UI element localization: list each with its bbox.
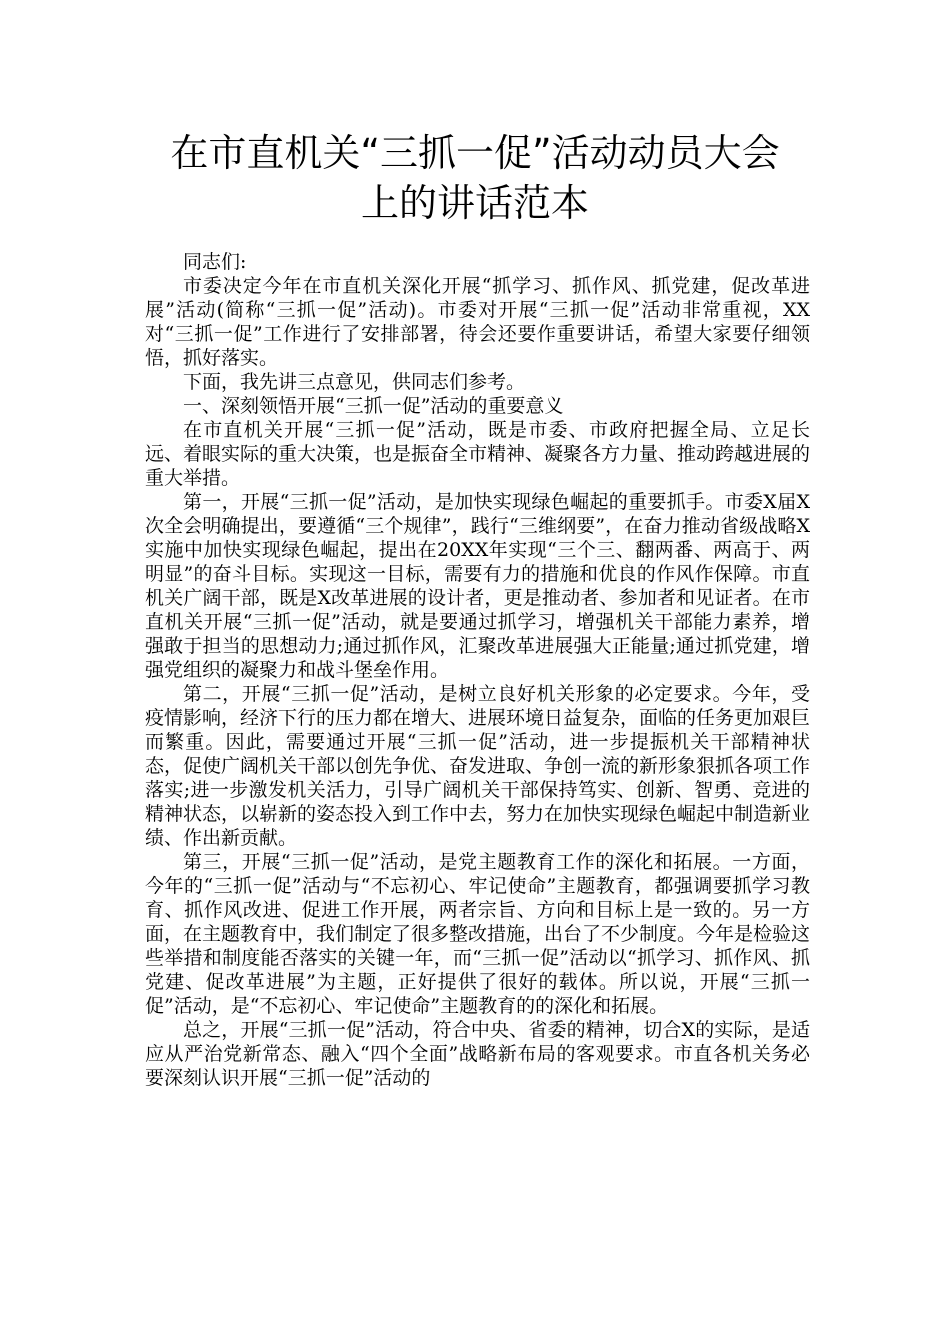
document-title — [120, 128, 830, 228]
paragraph-second-point: 第二，开展“三抓一促”活动，是树立良好机关形象的必定要求。今年，受疫情影响，经济下行的压力都在增大、进展环境日益复杂，面临的任务更加艰巨而繁重。因此，需要通过开展“三抓一促”活动，进一步提振机关干部精神状态，促使广阔机关干部以创先争优、奋发进取、争创一流的新形象狠抓各项工作落实;进一步激发机关活力，引导广阔机关干部保持笃实、创新、智勇、竞进的精神状态，以崭新的姿态投入到工作中去，努力在加快实现绿色崛起中制造新业绩、作出新贡献。 — [145, 683, 811, 849]
paragraph-preface: 下面，我先讲三点意见，供同志们参考。 — [183, 371, 526, 393]
document-body — [145, 250, 810, 1090]
title-line-2: 上的讲话范本 — [360, 181, 589, 225]
paragraph-intro: 市委决定今年在市直机关深化开展“抓学习、抓作风、抓党建，促改革进展”活动(简称“三抓一促”活动)。市委对开展“三抓一促”活动非常重视，XX对“三抓一促”工作进行了安排部署，待会还要作重要讲话，希望大家要仔细领悟，抓好落实。 — [145, 275, 810, 369]
paragraph: 在市直机关开展“三抓一促”活动，既是市委、市政府把握全局、立足长远、着眼实际的重大决策，也是振奋全市精神、凝聚各方力量、推动跨越进展的重大举措。 — [145, 419, 811, 489]
paragraph-third-point: 第三，开展“三抓一促”活动，是党主题教育工作的深化和拓展。一方面，今年的“三抓一促”活动与“不忘初心、牢记使命”主题教育，都强调要抓学习教育、抓作风改进、促进工作开展，两者宗旨、方向和目标上是一致的。另一方面，在主题教育中，我们制定了很多整改措施，出台了不少制度。今年是检验这些举措和制度能否落实的关键一年，而“三抓一促”活动以“抓学习、抓作风、抓党建、促改革进展”为主题，正好提供了很好的载体。所以说，开展“三抓一促”活动，是“不忘初心、牢记使命”主题教育的的深化和拓展。 — [145, 851, 811, 1017]
paragraph-summary: 总之，开展“三抓一促”活动，符合中央、省委的精神，切合X的实际，是适应从严治党新常态、融入“四个全面”战略新布局的客观要求。市直各机关务必要深刻认识开展“三抓一促”活动的 — [145, 1019, 810, 1089]
paragraph-first-point: 第一，开展“三抓一促”活动，是加快实现绿色崛起的重要抓手。市委X届X次全会明确提出，要遵循“三个规律”，践行“三维纲要”，在奋力推动省级战略X实施中加快实现绿色崛起，提出在20XX年实现“三个三、翻两番、两高于、两明显”的奋斗目标。实现这一目标，需要有力的措施和优良的作风作保障。市直机关广阔干部，既是X改革进展的设计者，更是推动者、参加者和见证者。在市直机关开展“三抓一促”活动，就是要通过抓学习，增强机关干部能力素养，增强敢于担当的思想动力;通过抓作风，汇聚改革进展强大正能量;通过抓党建，增强党组织的凝聚力和战斗堡垒作用。 — [145, 491, 810, 681]
section-heading-1: 一、深刻领悟开展“三抓一促”活动的重要意义 — [183, 395, 564, 417]
title-line-1: 在市直机关“三抓一促”活动动员大会 — [170, 131, 780, 175]
salutation: 同志们: — [183, 251, 247, 273]
